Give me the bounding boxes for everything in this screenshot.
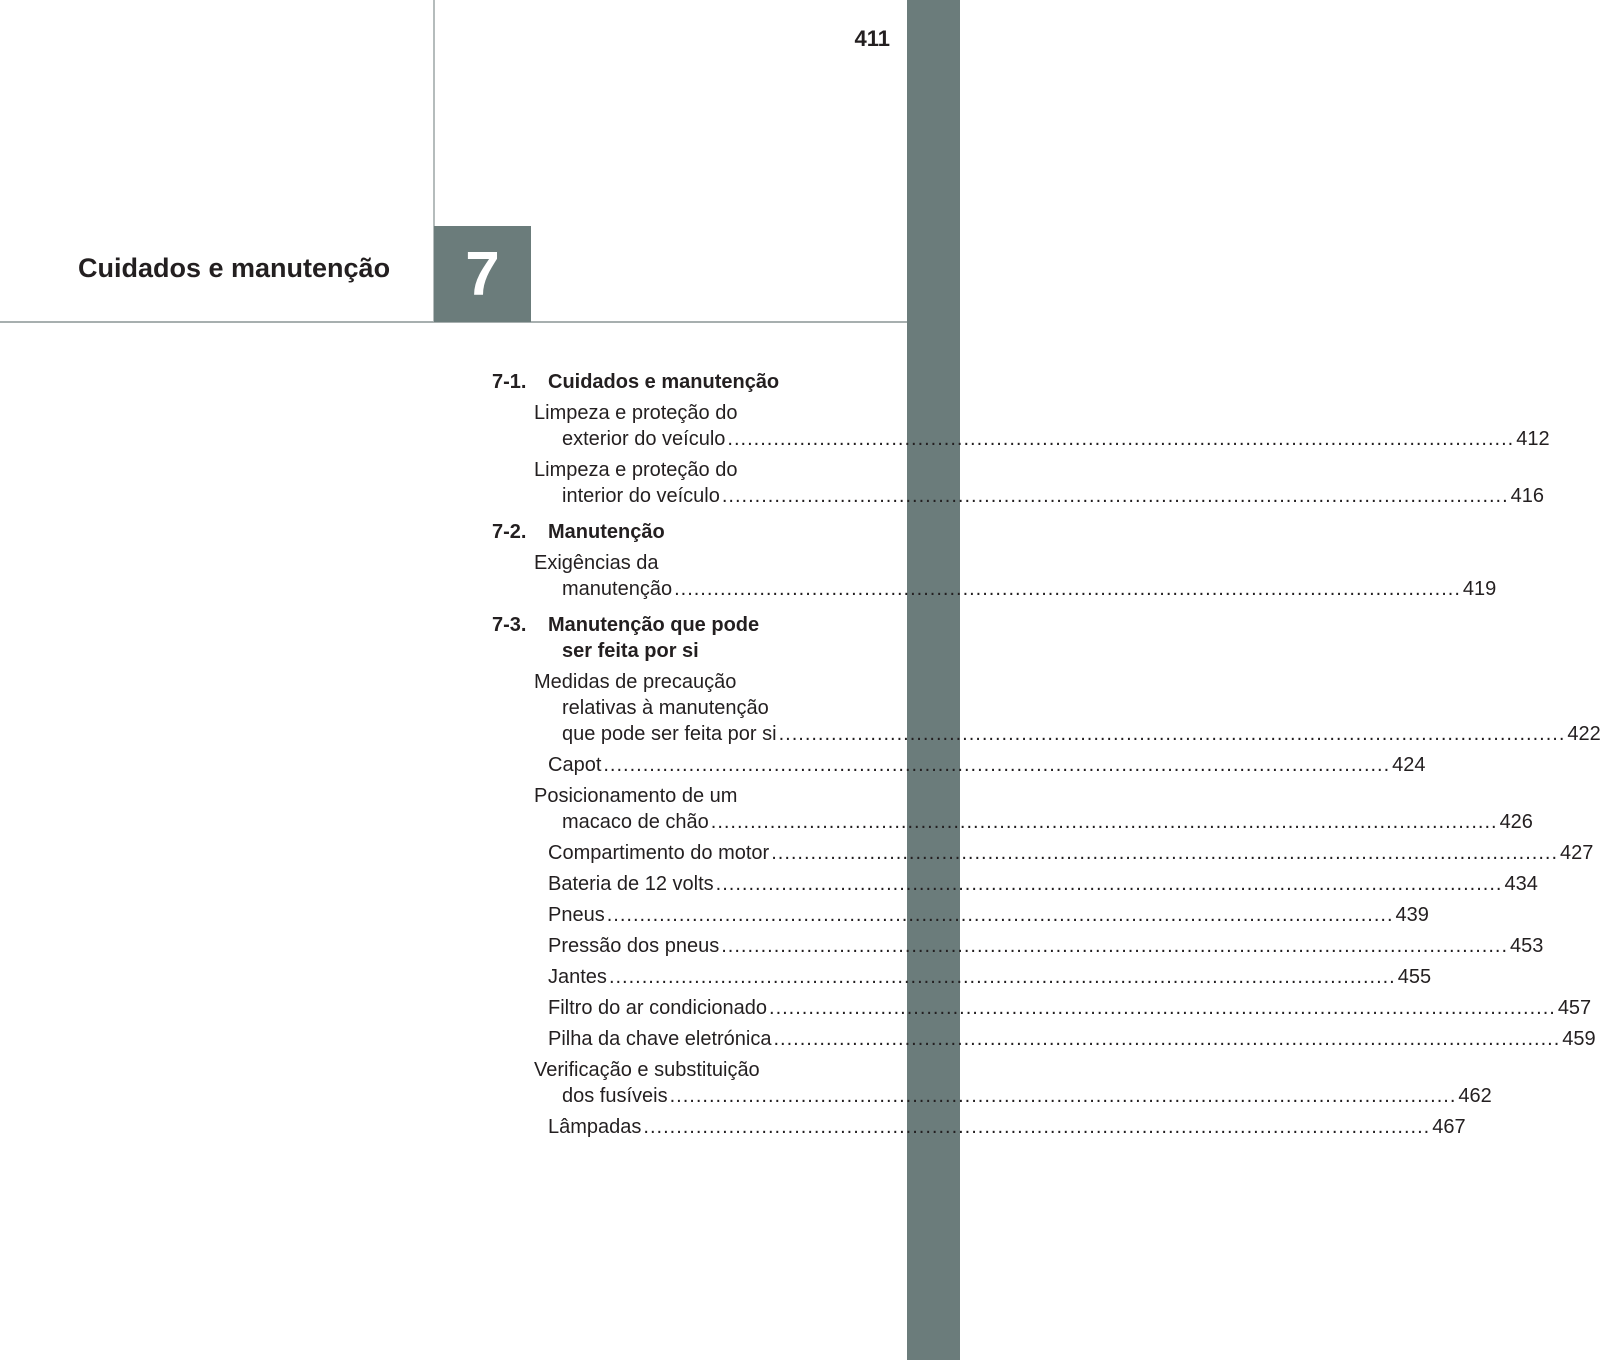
toc-entry[interactable] xyxy=(534,550,1497,602)
entry-title-line: Capot xyxy=(548,754,602,776)
toc-entry[interactable] xyxy=(548,840,1594,866)
entry-title-line: Pressão dos pneus xyxy=(548,935,720,957)
entry-page-number: 424 xyxy=(1392,754,1426,776)
entry-page-number: 467 xyxy=(1432,1116,1466,1138)
entry-page-number: 462 xyxy=(1458,1085,1492,1107)
dot-leader: ........................................................................................................................ xyxy=(608,966,1396,988)
dot-leader: ........................................................................................................................ xyxy=(771,842,1558,864)
entry-title-line: Pilha da chave eletrónica xyxy=(548,1028,772,1050)
toc-entry[interactable] xyxy=(548,1026,1596,1052)
chapter-number-box xyxy=(434,226,531,322)
dot-leader: ........................................................................................................................ xyxy=(603,754,1391,776)
dot-leader: ........................................................................................................................ xyxy=(769,997,1556,1019)
section-number: 7-1. xyxy=(492,371,527,393)
entry-title-line: Limpeza e proteção do xyxy=(534,402,738,424)
entry-title-line: Jantes xyxy=(548,966,607,988)
table-of-contents xyxy=(492,369,1601,1140)
section-title xyxy=(548,612,848,664)
dot-leader: ........................................................................................................................ xyxy=(721,485,1509,507)
chapter-title: Cuidados e manutenção xyxy=(78,253,391,283)
section-title-line: ser feita por si xyxy=(562,640,699,662)
toc-section xyxy=(492,519,848,545)
dot-leader: ........................................................................................................................ xyxy=(727,428,1515,450)
dot-leader: ........................................................................................................................ xyxy=(715,873,1503,895)
entry-title-line: relativas à manutenção xyxy=(562,697,769,719)
entry-title-line: Compartimento do motor xyxy=(548,842,770,864)
dot-leader: ........................................................................................................................ xyxy=(773,1028,1561,1050)
entry-page-number: 457 xyxy=(1557,997,1592,1019)
entry-title-line: Exigências da xyxy=(534,552,659,574)
toc-entry[interactable] xyxy=(548,933,1544,959)
entry-title-line: Medidas de precaução xyxy=(534,671,737,693)
dot-leader: ........................................................................................................................ xyxy=(674,578,1461,600)
section-title xyxy=(548,519,848,545)
toc-section xyxy=(492,369,848,395)
entry-page-number: 422 xyxy=(1567,723,1601,745)
dot-leader: ........................................................................................................................ xyxy=(669,1085,1457,1107)
entry-page-number: 439 xyxy=(1395,904,1429,926)
section-title-line: Cuidados e manutenção xyxy=(548,371,780,393)
toc-entry[interactable] xyxy=(548,995,1592,1021)
toc-entry[interactable] xyxy=(534,1057,1492,1109)
entry-page-number: 455 xyxy=(1397,966,1432,988)
entry-title-line: Lâmpadas xyxy=(548,1116,642,1138)
toc-entry[interactable] xyxy=(548,964,1432,990)
toc-entry[interactable] xyxy=(548,752,1426,778)
entry-title-line: interior do veículo xyxy=(562,485,720,507)
entry-page-number: 419 xyxy=(1462,578,1497,600)
section-number: 7-3. xyxy=(492,614,527,636)
dot-leader: ........................................................................................................................ xyxy=(643,1116,1431,1138)
section-title-line: Manutenção xyxy=(548,521,665,543)
entry-page-number: 416 xyxy=(1510,485,1545,507)
entry-title-line: Filtro do ar condicionado xyxy=(548,997,768,1019)
entry-title-line: macaco de chão xyxy=(562,811,709,833)
entry-title-line: exterior do veículo xyxy=(562,428,726,450)
toc-section xyxy=(492,612,848,664)
chapter-side-tab xyxy=(907,0,960,1360)
toc-entry[interactable] xyxy=(548,871,1538,897)
entry-page-number: 459 xyxy=(1562,1028,1596,1050)
entry-title-line: Verificação e substituição xyxy=(534,1059,760,1081)
entry-title-line: Limpeza e proteção do xyxy=(534,459,738,481)
entry-page-number: 427 xyxy=(1560,842,1594,864)
toc-entry[interactable] xyxy=(534,783,1533,835)
entry-page-number: 412 xyxy=(1516,428,1550,450)
section-number: 7-2. xyxy=(492,521,527,543)
dot-leader: ........................................................................................................................ xyxy=(721,935,1509,957)
entry-page-number: 453 xyxy=(1510,935,1544,957)
section-title-line: Manutenção que pode xyxy=(548,614,760,636)
entry-title-line: que pode ser feita por si xyxy=(562,723,777,745)
dot-leader: ........................................................................................................................ xyxy=(778,723,1566,745)
toc-entry[interactable] xyxy=(548,1114,1466,1140)
entry-title-line: dos fusíveis xyxy=(562,1085,668,1107)
entry-title-line: Posicionamento de um xyxy=(534,785,738,807)
entry-page-number: 426 xyxy=(1499,811,1533,833)
entry-page-number: 434 xyxy=(1504,873,1538,895)
entry-title-line: manutenção xyxy=(562,578,673,600)
page-number: 411 xyxy=(854,26,890,51)
toc-entry[interactable] xyxy=(534,669,1601,747)
entry-title-line: Pneus xyxy=(548,904,605,926)
chapter-number: 7 xyxy=(465,239,500,309)
dot-leader: ........................................................................................................................ xyxy=(606,904,1394,926)
section-title xyxy=(548,369,848,395)
dot-leader: ........................................................................................................................ xyxy=(710,811,1498,833)
entry-title-line: Bateria de 12 volts xyxy=(548,873,714,895)
toc-entry[interactable] xyxy=(534,400,1550,452)
toc-entry[interactable] xyxy=(534,457,1545,509)
toc-entry[interactable] xyxy=(548,902,1429,928)
